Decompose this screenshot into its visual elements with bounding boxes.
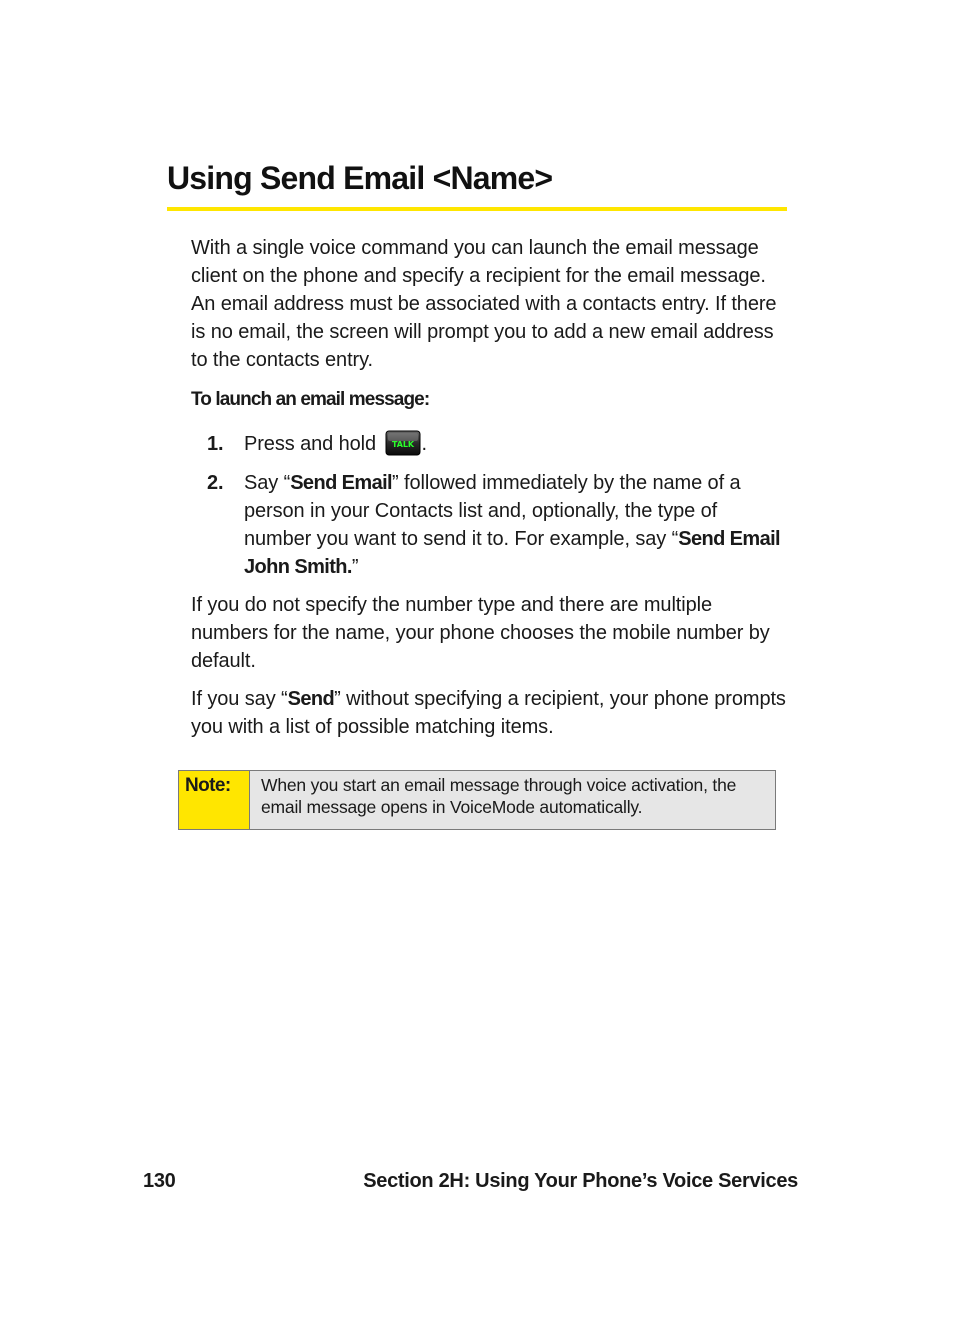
intro-paragraph: With a single voice command you can launch the email message client on the phone and specify a recipient for the email message. An email address must be associated with a contacts entry. If there is no email, the screen will prompt you to add a new email address to the contacts entry. [191, 237, 777, 371]
send-command: Send [287, 688, 335, 710]
note-label: Note: [179, 771, 250, 829]
page-number: 130 [143, 1170, 176, 1192]
step-2-text-b: ” followed immediately by the name of a person in your Contacts list and, optionally, the type of number you want to send it to. For example, say “ [244, 472, 741, 550]
step-2-number: 2. [207, 472, 224, 494]
svg-text:TALK: TALK [392, 440, 415, 449]
send-paragraph-text-a: If you say “ [191, 688, 288, 710]
step-1-text-before: Press and hold [244, 433, 382, 455]
procedure-title: To launch an email message: [191, 389, 430, 410]
step-2-text [244, 469, 787, 581]
send-paragraph-text-b: ” without specifying a recipient, your phone prompts you with a list of possible matching items. [191, 688, 786, 738]
step-1-text [244, 430, 787, 458]
step-2-example-command: Send Email John Smith. [244, 528, 781, 578]
step-1-number: 1. [207, 433, 224, 455]
step-2 [207, 469, 787, 581]
note-box [178, 770, 776, 830]
step-2-command: Send Email [290, 472, 393, 494]
note-text: When you start an email message through voice activation, the email message opens in VoiceMode automatically. [250, 771, 775, 829]
step-1-text-after: . [421, 433, 427, 455]
page-title: Using Send Email <Name> [167, 160, 553, 196]
default-number-paragraph: If you do not specify the number type and there are multiple numbers for the name, your phone chooses the mobile number by default. [191, 594, 770, 672]
talk-key-icon [385, 430, 421, 456]
step-1 [207, 430, 787, 458]
send-paragraph [191, 685, 787, 741]
step-2-text-a: Say “ [244, 472, 291, 494]
title-underline [167, 207, 787, 211]
step-2-text-c: ” [351, 556, 359, 578]
section-title: Section 2H: Using Your Phone’s Voice Services [363, 1170, 798, 1192]
